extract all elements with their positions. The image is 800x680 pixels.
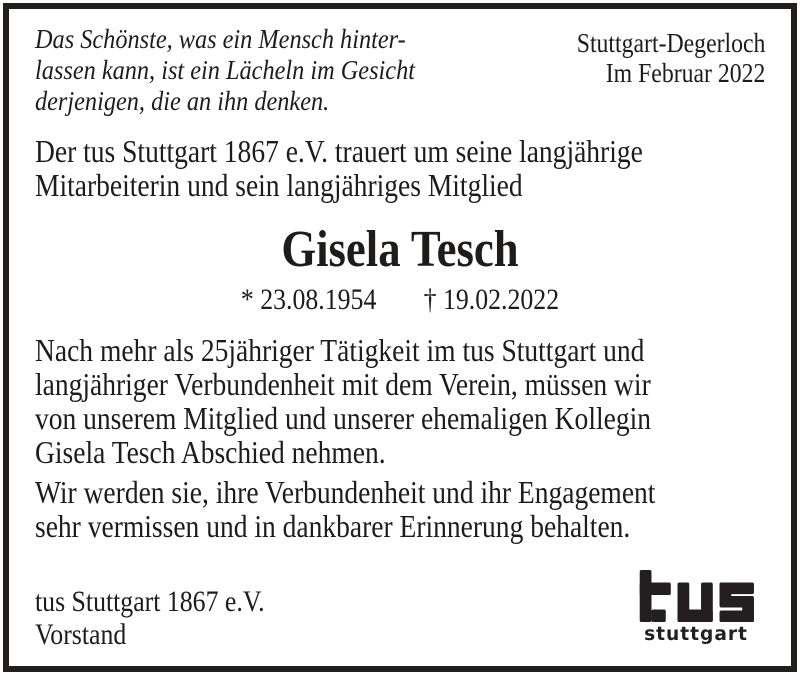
place-label: Stuttgart-Degerloch <box>576 28 765 58</box>
intro-line: Der tus Stuttgart 1867 e.V. trauert um seine langjährige <box>35 133 643 169</box>
body-line: langjähriger Verbundenheit mit dem Verein, müssen wir <box>35 366 651 402</box>
death-date: † 19.02.2022 <box>423 283 560 316</box>
body-paragraph-1 <box>35 333 651 469</box>
intro-line: Mitarbeiterin und sein langjähriges Mitglied <box>35 167 523 203</box>
body-paragraph-2 <box>35 475 655 543</box>
body-line: sehr vermissen und in dankbarer Erinnerung behalten. <box>35 508 631 544</box>
place-and-date <box>576 28 765 88</box>
logo-sub-label: stuttgart <box>644 623 748 645</box>
deceased-name-row <box>0 222 800 278</box>
memorial-quote <box>35 24 415 117</box>
birth-date: * 23.08.1954 <box>240 283 377 316</box>
life-dates <box>241 284 559 316</box>
date-label: Im Februar 2022 <box>605 58 765 88</box>
life-dates-row <box>0 284 800 316</box>
tus-logo-icon <box>633 570 759 622</box>
body-line: Gisela Tesch Abschied nehmen. <box>35 434 386 470</box>
body-line: Wir werden sie, ihre Verbundenheit und ihr Engagement <box>35 474 656 510</box>
body-line: von unserem Mitglied und unserer ehemaligen Kollegin <box>35 400 651 436</box>
body-line: Nach mehr als 25jähriger Tätigkeit im tus Stuttgart und <box>35 332 645 368</box>
quote-line: derjenigen, die an ihn denken. <box>35 86 330 116</box>
intro-paragraph <box>35 134 643 202</box>
quote-line: lassen kann, ist ein Lächeln im Gesicht <box>35 55 415 85</box>
signature-line: Vorstand <box>35 618 127 651</box>
quote-line: Das Schönste, was ein Mensch hinter- <box>35 24 406 54</box>
tus-stuttgart-logo <box>632 570 760 644</box>
signature-line: tus Stuttgart 1867 e.V. <box>35 585 265 618</box>
deceased-name: Gisela Tesch <box>281 221 519 278</box>
signature-block <box>35 585 265 651</box>
